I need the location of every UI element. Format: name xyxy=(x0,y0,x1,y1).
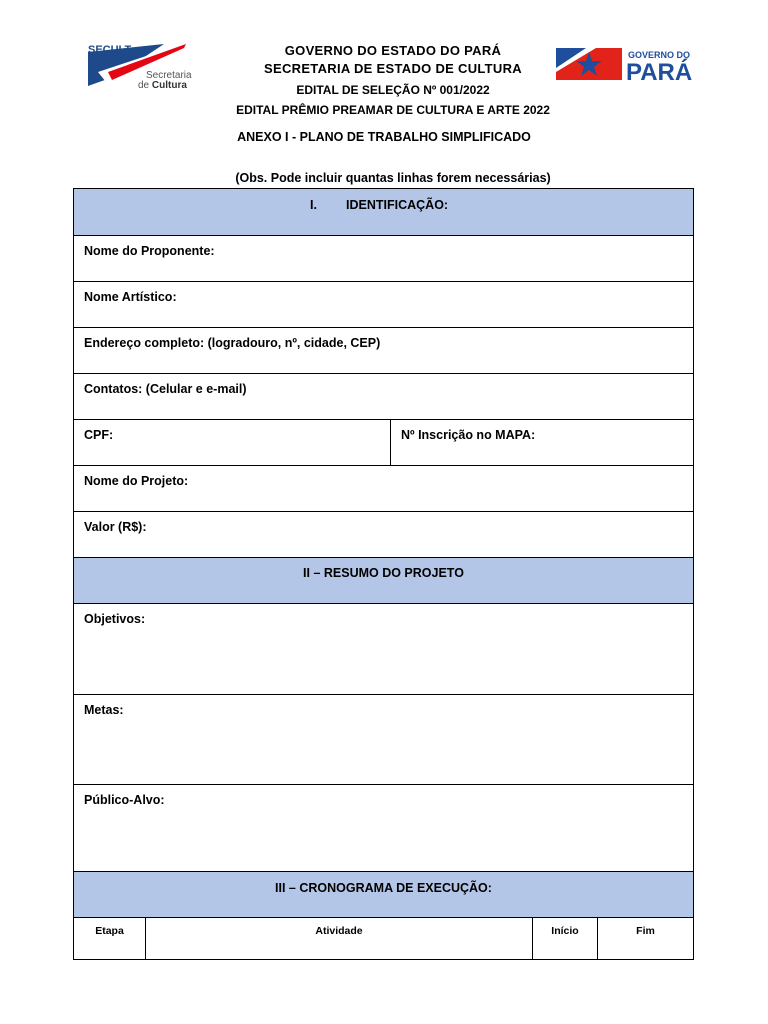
document-header xyxy=(0,0,768,190)
observation-note: (Obs. Pode incluir quantas linhas forem necessárias) xyxy=(235,171,551,185)
section-1-title: IDENTIFICAÇÃO: xyxy=(346,198,449,212)
section-identificacao-header xyxy=(74,189,693,235)
field-nome-artistico[interactable]: Nome Artístico: xyxy=(74,281,693,327)
annex-title: ANEXO I - PLANO DE TRABALHO SIMPLIFICADO xyxy=(237,130,531,144)
header-titles xyxy=(200,42,586,120)
work-plan-form xyxy=(73,188,694,960)
field-inscricao-mapa[interactable]: Nº Inscrição no MAPA: xyxy=(401,428,536,442)
schedule-col-atividade: Atividade xyxy=(146,918,533,959)
schedule-header-row xyxy=(74,917,693,959)
field-publico-alvo[interactable]: Público-Alvo: xyxy=(74,784,693,871)
secult-line1: Secretaria xyxy=(146,70,192,81)
section-cronograma-header: III – CRONOGRAMA DE EXECUÇÃO: xyxy=(74,871,693,917)
field-nome-proponente[interactable]: Nome do Proponente: xyxy=(74,235,693,281)
section-resumo-header: II – RESUMO DO PROJETO xyxy=(74,557,693,603)
title-edital-selecao: EDITAL DE SELEÇÃO Nº 001/2022 xyxy=(296,83,490,97)
governo-para-logo xyxy=(556,44,712,84)
para-logo-line1: GOVERNO DO xyxy=(628,50,691,60)
schedule-col-fim: Fim xyxy=(636,925,655,937)
row-cpf-mapa xyxy=(74,419,693,465)
para-logo-line2: PARÁ xyxy=(626,59,693,84)
field-objetivos[interactable]: Objetivos: xyxy=(74,603,693,694)
title-governo: GOVERNO DO ESTADO DO PARÁ xyxy=(284,43,502,58)
schedule-col-etapa: Etapa xyxy=(74,918,146,959)
svg-text:de Cultura: de Cultura xyxy=(138,80,187,91)
field-valor[interactable]: Valor (R$): xyxy=(74,511,693,557)
field-nome-projeto[interactable]: Nome do Projeto: xyxy=(74,465,693,511)
field-cpf[interactable]: CPF: xyxy=(74,420,391,465)
schedule-col-inicio: Início xyxy=(533,918,598,959)
section-1-number: I. xyxy=(310,198,317,212)
title-edital-premio: EDITAL PRÊMIO PREAMAR DE CULTURA E ARTE 2022 xyxy=(236,103,550,117)
field-endereco[interactable]: Endereço completo: (logradouro, nº, cidade, CEP) xyxy=(74,327,693,373)
secult-logo xyxy=(86,42,196,92)
secult-brand-text: SECULT xyxy=(88,44,132,56)
field-contatos[interactable]: Contatos: (Celular e e-mail) xyxy=(74,373,693,419)
title-secretaria: SECRETARIA DE ESTADO DE CULTURA xyxy=(264,61,522,76)
field-metas[interactable]: Metas: xyxy=(74,694,693,784)
